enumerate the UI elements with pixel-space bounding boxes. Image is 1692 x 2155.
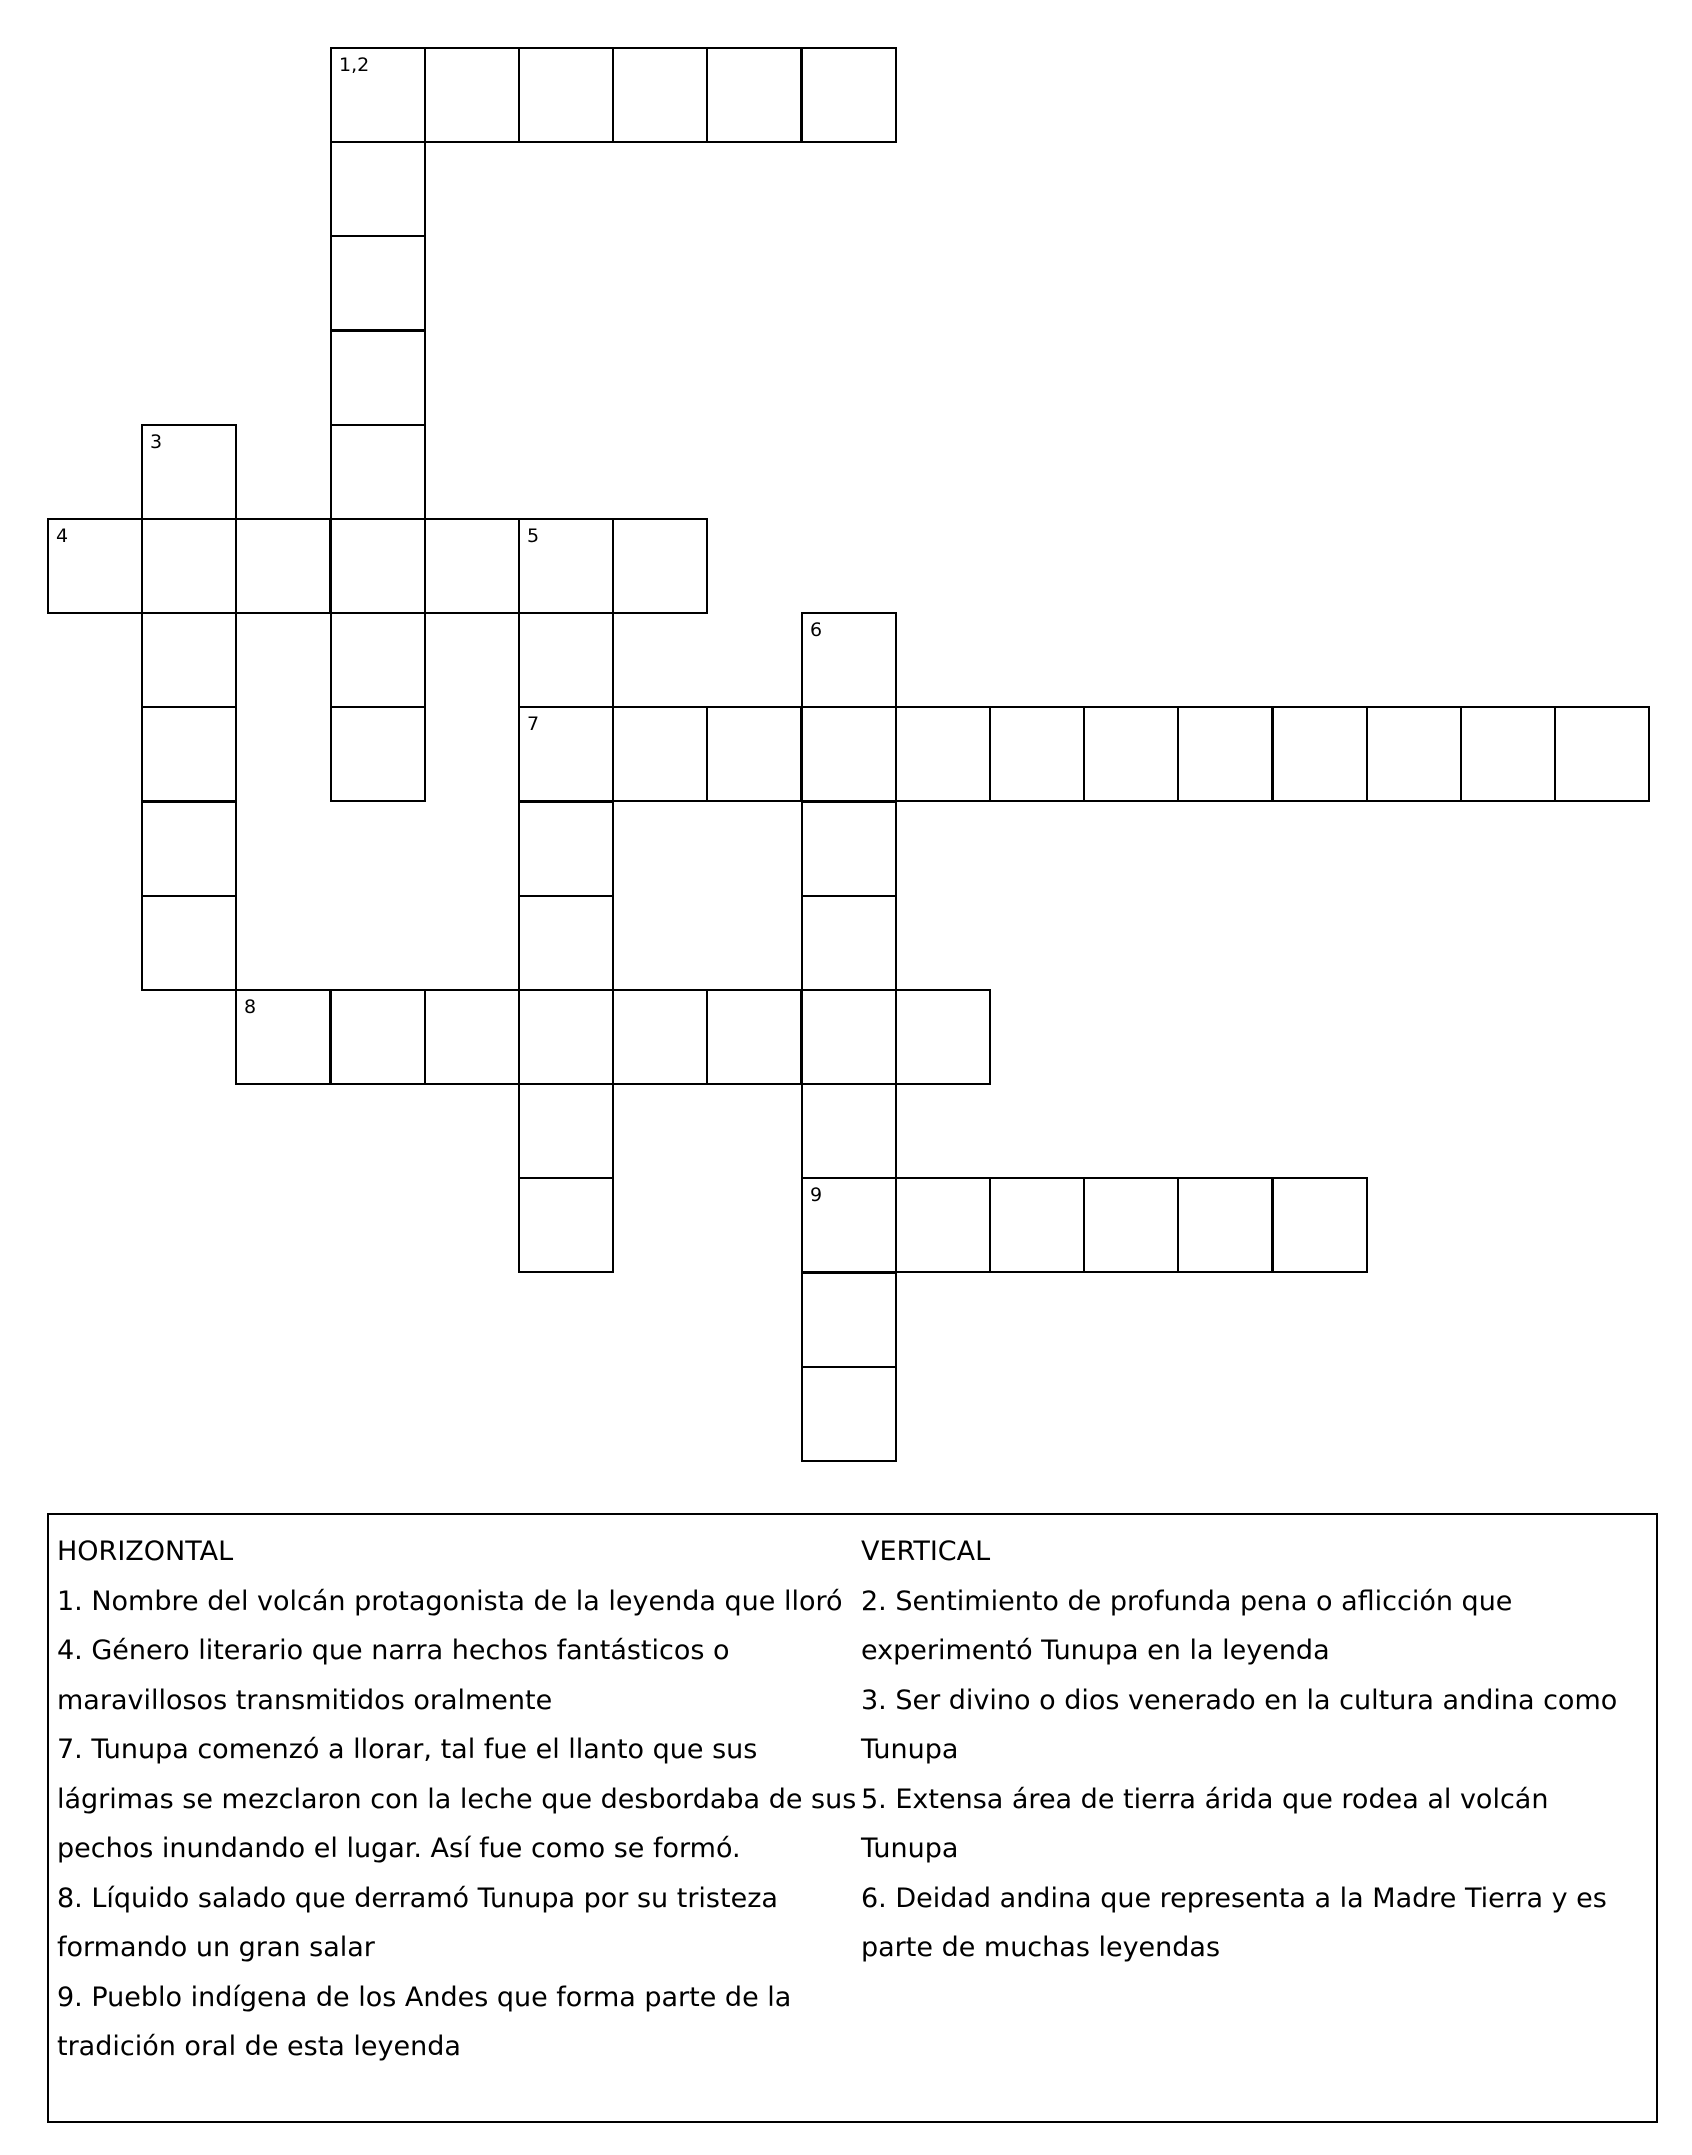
crossword-cell[interactable] (801, 895, 897, 991)
crossword-cell[interactable] (612, 989, 708, 1085)
crossword-cell[interactable] (518, 895, 614, 991)
crossword-cell[interactable] (801, 1177, 897, 1273)
crossword-cell[interactable] (706, 706, 802, 802)
crossword-cell[interactable] (989, 1177, 1085, 1273)
crossword-cell[interactable] (801, 612, 897, 708)
clue-line: 2. Sentimiento de profunda pena o aflicción que (861, 1585, 1513, 1617)
crossword-cell[interactable] (612, 518, 708, 614)
crossword-cell[interactable] (141, 612, 237, 708)
crossword-cell[interactable] (235, 518, 331, 614)
clue-number: 1,2 (339, 54, 370, 76)
crossword-cell[interactable] (330, 518, 426, 614)
crossword-cell[interactable] (1366, 706, 1462, 802)
crossword-cell[interactable] (895, 706, 991, 802)
crossword-cell[interactable] (1083, 706, 1179, 802)
crossword-cell[interactable] (518, 989, 614, 1085)
clue-number: 3 (150, 431, 163, 453)
crossword-cell[interactable] (141, 801, 237, 897)
crossword-cell[interactable] (141, 424, 237, 520)
crossword-cell[interactable] (801, 1366, 897, 1462)
clue-line: 7. Tunupa comenzó a llorar, tal fue el llanto que sus (57, 1734, 758, 1765)
crossword-cell[interactable] (330, 141, 426, 237)
clue-line: parte de muchas leyendas (861, 1932, 1221, 1963)
crossword-cell[interactable] (141, 895, 237, 991)
clue-number: 7 (527, 713, 540, 735)
clue-line: experimentó Tunupa en la leyenda (861, 1635, 1330, 1666)
clue-line: 1. Nombre del volcán protagonista de la leyenda que lloró (57, 1585, 843, 1617)
crossword-cell[interactable] (895, 1177, 991, 1273)
crossword-cell[interactable] (518, 47, 614, 143)
crossword-cell[interactable] (330, 47, 426, 143)
crossword-cell[interactable] (801, 801, 897, 897)
crossword-cell[interactable] (1460, 706, 1556, 802)
clue-number: 5 (527, 525, 540, 547)
crossword-cell[interactable] (706, 989, 802, 1085)
clue-line: 4. Género literario que narra hechos fantásticos o (57, 1635, 730, 1666)
crossword-cell[interactable] (1177, 1177, 1273, 1273)
clue-line: formando un gran salar (57, 1932, 375, 1963)
clue-heading-horizontal: HORIZONTAL (57, 1536, 234, 1567)
clue-heading-vertical: VERTICAL (861, 1536, 991, 1567)
crossword-cell[interactable] (141, 706, 237, 802)
clues-box (47, 1513, 1658, 2123)
crossword-cell[interactable] (612, 706, 708, 802)
clue-line: 9. Pueblo indígena de los Andes que forma parte de la (57, 1981, 792, 2013)
crossword-cell[interactable] (801, 706, 897, 802)
clue-line: 3. Ser divino o dios venerado en la cultura andina como (861, 1684, 1618, 1716)
clue-line: tradición oral de esta leyenda (57, 2031, 461, 2062)
crossword-cell[interactable] (424, 989, 520, 1085)
clue-number: 6 (810, 619, 823, 641)
crossword-cell[interactable] (47, 518, 143, 614)
clue-line: Tunupa (861, 1734, 959, 1765)
crossword-cell[interactable] (706, 47, 802, 143)
crossword-cell[interactable] (330, 424, 426, 520)
crossword-cell[interactable] (518, 612, 614, 708)
crossword-cell[interactable] (235, 989, 331, 1085)
clue-line: 5. Extensa área de tierra árida que rodea al volcán (861, 1783, 1549, 1815)
crossword-cell[interactable] (895, 989, 991, 1085)
crossword-cell[interactable] (518, 1083, 614, 1179)
crossword-cell[interactable] (612, 47, 708, 143)
clue-line: maravillosos transmitidos oralmente (57, 1684, 553, 1716)
clue-number: 4 (56, 525, 69, 547)
crossword-cell[interactable] (518, 801, 614, 897)
crossword-cell[interactable] (330, 989, 426, 1085)
clue-number: 9 (810, 1184, 823, 1206)
clue-line: 8. Líquido salado que derramó Tunupa por su tristeza (57, 1882, 778, 1914)
crossword-cell[interactable] (330, 330, 426, 426)
crossword-cell[interactable] (141, 518, 237, 614)
horizontal-clues (57, 1527, 857, 2072)
crossword-cell[interactable] (330, 612, 426, 708)
crossword-cell[interactable] (1177, 706, 1273, 802)
crossword-cell[interactable] (989, 706, 1085, 802)
crossword-cell[interactable] (801, 1083, 897, 1179)
crossword-cell[interactable] (424, 518, 520, 614)
clue-line: Tunupa (861, 1833, 959, 1864)
crossword-cell[interactable] (1272, 1177, 1368, 1273)
crossword-cell[interactable] (330, 706, 426, 802)
crossword-cell[interactable] (330, 235, 426, 331)
crossword-cell[interactable] (424, 47, 520, 143)
clue-line: 6. Deidad andina que representa a la Madre Tierra y es (861, 1882, 1607, 1914)
crossword-cell[interactable] (518, 1177, 614, 1273)
crossword-cell[interactable] (801, 989, 897, 1085)
crossword-cell[interactable] (1554, 706, 1650, 802)
crossword-cell[interactable] (801, 47, 897, 143)
clue-line: lágrimas se mezclaron con la leche que desbordaba de sus (57, 1783, 857, 1815)
crossword-cell[interactable] (1083, 1177, 1179, 1273)
clue-number: 8 (244, 996, 257, 1018)
crossword-cell[interactable] (801, 1272, 897, 1368)
crossword-cell[interactable] (518, 518, 614, 614)
vertical-clues (861, 1527, 1651, 1973)
crossword-cell[interactable] (518, 706, 614, 802)
crossword-cell[interactable] (1272, 706, 1368, 802)
clue-line: pechos inundando el lugar. Así fue como se formó. (57, 1833, 741, 1864)
